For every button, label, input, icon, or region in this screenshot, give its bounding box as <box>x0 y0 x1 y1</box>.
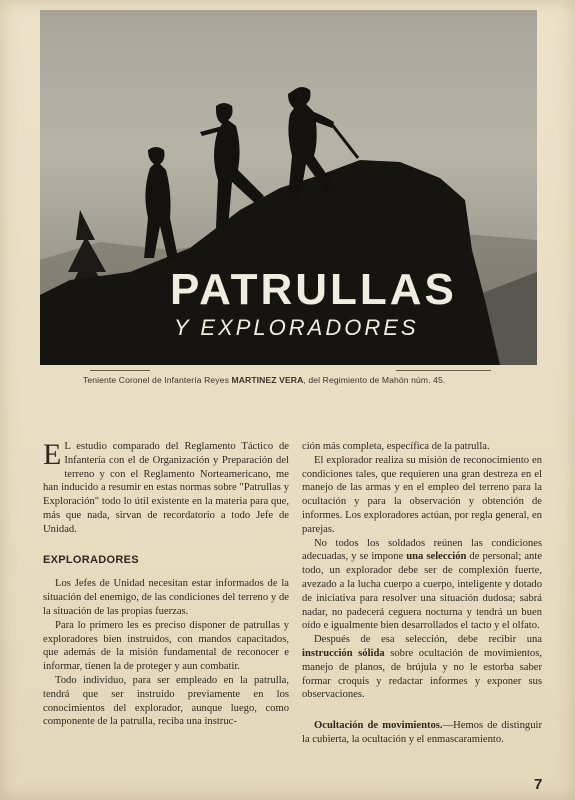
page-number: 7 <box>534 776 543 793</box>
body-paragraph: El explorador realiza su misión de reconocimiento en condiciones tales, que requieren una gran destreza en el manejo de las armas y en el empleo del terreno para la ocultación y para la observación y obtención de informes. Los exploradores actúan, por regla general, en parejas. <box>302 454 542 535</box>
body-paragraph <box>302 719 542 747</box>
photo-caption <box>83 375 498 385</box>
text-run: No todos los soldados reúnen las condiciones adecuadas, y se impone <box>302 537 542 563</box>
continuation-paragraph: ción más completa, específica de la patrulla. <box>302 441 490 452</box>
photo-subtitle: Y EXPLORADORES <box>174 315 419 340</box>
caption-prefix: Teniente Coronel de Infantería Reyes <box>83 375 232 385</box>
body-paragraph <box>302 633 542 702</box>
text-run: sobre ocultación de movimientos, manejo de planos, de brújula y no le estorba saber formar croquis y redactar informes y exponer sus observaciones. <box>302 647 542 701</box>
caption-author: MARTINEZ VERA <box>231 375 304 385</box>
text-run: Después de esa selección, debe recibir una <box>314 634 542 646</box>
caption-rule-right <box>396 370 491 371</box>
caption-rule-left <box>90 370 150 371</box>
intro-paragraph <box>43 440 289 537</box>
section-heading-exploradores: EXPLORADORES <box>43 553 139 566</box>
photo-title: PATRULLAS <box>170 265 457 314</box>
body-paragraph: Para lo primero les es preciso disponer de patrullas y exploradores bien instruidos, con mandos capacitados, que además de la misión fundamental de reconocer e informar, tienen la de proteger y aun combatir. <box>43 619 289 673</box>
intro-text: L estudio comparado del Reglamento Táctico de Infantería con el de Organización y Preparación del terreno y con el Reglamento Norteamericano, me han inducido a resumir en estas normas sobre "Patrullas y Exploración" todo lo útil existente en la materia para que, más que nada, sirvan de recordatorio a todo Jefe de Unidad. <box>43 441 289 535</box>
right-column <box>302 440 542 747</box>
text-run: de personal; ante todo, un explorador debe ser de complexión fuerte, avezado a la lucha cuerpo a cuerpo, inteligente y dotado de iniciativa para resolver una situación dudosa; sabrá nadar, no padecerá ceguera nocturna y tendrá un buen oído e igualmente bien desarrollados el tacto y el olfato. <box>302 551 542 632</box>
header-photograph <box>40 10 537 365</box>
subheading-ocultacion: Ocultación de movimientos. <box>314 720 443 732</box>
emphasis-text: instrucción sólida <box>302 647 385 659</box>
body-paragraph: Los Jefes de Unidad necesitan estar informados de la situación del enemigo, de las condiciones del terreno y de la situación de las propias fuerzas. <box>43 578 289 617</box>
caption-suffix: , del Regimiento de Mahón núm. 45. <box>303 375 446 385</box>
text-run: —Hemos de distinguir la cubierta, la ocultación y el enmascaramiento. <box>302 720 542 745</box>
emphasis-text: una selección <box>406 551 467 563</box>
body-paragraph: Todo individuo, para ser empleado en la patrulla, tendrá que ser instruido previamente en los conocimientos del explorador, aunque luego, como componente de la patrulla, reciba una instruc- <box>43 674 289 728</box>
drop-cap: E <box>43 438 62 471</box>
left-column <box>43 440 289 729</box>
body-paragraph <box>302 537 542 634</box>
